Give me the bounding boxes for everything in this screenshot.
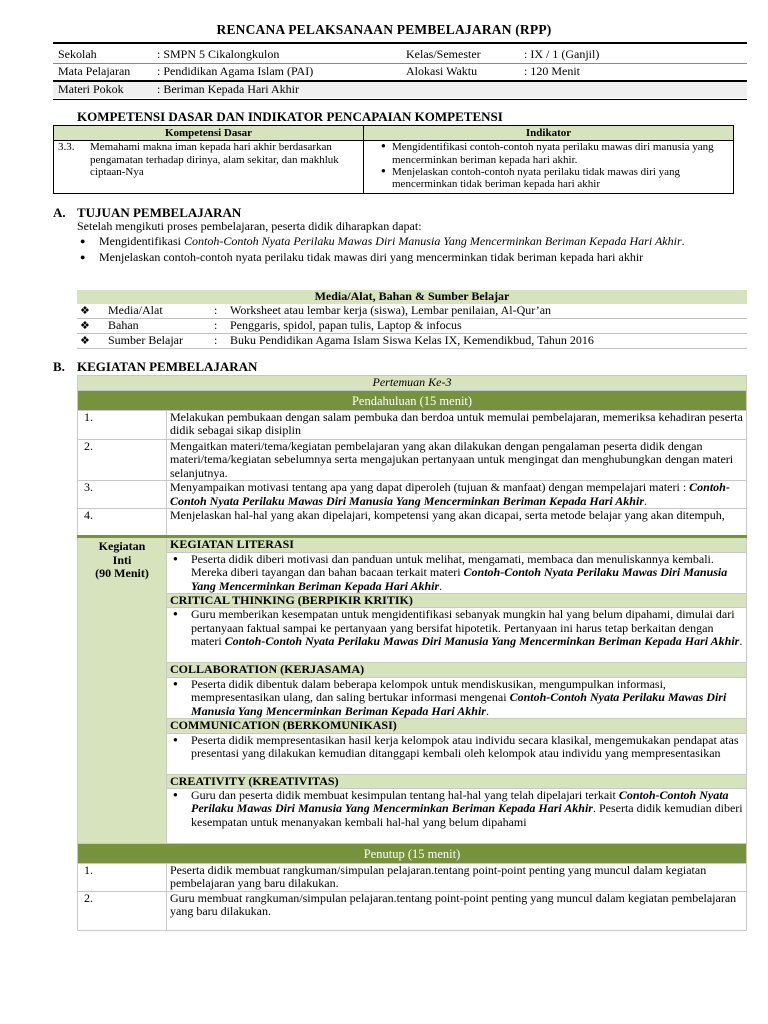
indikator-item: ● Mengidentifikasi contoh-contoh nyata perilaku mawas diri manusia yang mencerminkan beriman kepada hari akhir. [392, 141, 729, 166]
kegiatan-letter: B. [53, 359, 65, 374]
table-row: 2. Mengaitkan materi/tema/kegiatan pembelajaran yang akan dilakukan dengan pengalaman peserta didik dengan materi/tema/kegiatan sebelumnya serta mengajukan pertanyaan untuk mengingat dan menghubungkan dengan materi selanjutnya. [78, 440, 747, 481]
comm-heading: COMMUNICATION (BERKOMUNIKASI) [167, 719, 747, 733]
tujuan-letter: A. [53, 205, 66, 220]
kegiatan-heading: KEGIATAN PEMBELAJARAN [77, 359, 258, 374]
kegiatan-table [77, 375, 747, 931]
diamond-bullet-icon [77, 319, 105, 334]
bahan-value: Penggaris, spidol, papan tulis, Laptop & infocus [230, 318, 462, 332]
literasi-text: ● Peserta didik diberi motivasi dan panduan untuk melihat, mengamati, membaca dan menuliskannya kembali. Mereka diberi tayangan dan bahan bacaan terkait materi Contoh-Contoh Nyata Perilaku Mawas Diri Manusia Yang Mencerminkan Beriman Kepada Hari Akhir. [167, 552, 747, 593]
creat-heading: CREATIVITY (KREATIVITAS) [167, 774, 747, 788]
kd-number: 3.3. [58, 141, 75, 154]
materi-rule [53, 99, 747, 100]
tujuan-heading: TUJUAN PEMBELAJARAN [77, 205, 242, 220]
diamond-bullet-icon [77, 334, 105, 349]
sekolah-label: Sekolah [58, 47, 97, 61]
indikator-item: ● Menjelaskan contoh-contoh nyata perilaku tidak mawas diri yang mencerminkan tidak beriman kepada hari akhir [392, 166, 729, 191]
table-row: 1. Melakukan pembukaan dengan salam pembuka dan berdoa untuk memulai pembelajaran, memeriksa kehadiran peserta didik sebagai sikap disiplin [78, 411, 747, 440]
alokasi-label: Alokasi Waktu [406, 64, 478, 78]
sekolah-value: : SMPN 5 Cikalongkulon [157, 47, 280, 61]
kd-column-header: Kompetensi Dasar [54, 126, 364, 141]
tujuan-intro: Setelah mengikuti proses pembelajaran, peserta didik diharapkan dapat: [77, 219, 422, 233]
kelas-label: Kelas/Semester [406, 47, 481, 61]
pendahuluan-header: Pendahuluan (15 menit) [78, 391, 747, 411]
mapel-value: : Pendidikan Agama Islam (PAI) [157, 64, 314, 78]
kd-heading: KOMPETENSI DASAR DAN INDIKATOR PENCAPAIAN KOMPETENSI [77, 109, 503, 124]
tujuan-item: ● Menjelaskan contoh-contoh nyata perilaku tidak mawas diri yang mencerminkan tidak beriman kepada hari akhir [77, 251, 741, 264]
sumber-label: Sumber Belajar [108, 333, 183, 347]
media-colon: : [214, 318, 218, 332]
media-table [77, 290, 747, 349]
mapel-label: Mata Pelajaran [58, 64, 131, 78]
creat-text: ● Guru dan peserta didik membuat kesimpulan tentang hal-hal yang telah dipelajari terkait Contoh-Contoh Nyata Perilaku Mawas Diri Manusia Yang Mencerminkan Beriman Kepada Hari Akhir. Peserta didik kemudian diberi kesempatan untuk menanyakan kembali hal-hal yang belum dipahami [167, 789, 747, 844]
collab-text: ● Peserta didik dibentuk dalam beberapa kelompok untuk mendiskusikan, mengumpulkan informasi, mempresentasikan ulang, dan saling bertukar informasi mengenai Contoh-Contoh Nyata Perilaku Mawas Diri Manusia Yang Mencerminkan Beriman Kepada Hari Akhir. [167, 677, 747, 718]
title-rule [53, 42, 747, 44]
materi-label: Materi Pokok [58, 82, 124, 96]
diamond-bullet-icon [77, 304, 105, 319]
critical-text: ● Guru memberikan kesempatan untuk mengidentifikasi sebanyak mungkin hal yang belum dipahami, dimulai dari pertanyaan faktual sampai ke pertanyaan yang bersifat hipotetik. Pertanyaan ini harus tetap berkaitan dengan materi Contoh-Contoh Nyata Perilaku Mawas Diri Manusia Yang Mencerminkan Beriman Kepada Hari Akhir. [167, 608, 747, 663]
materi-value: : Beriman Kepada Hari Akhir [157, 82, 299, 96]
media-label: Media/Alat [108, 303, 163, 317]
literasi-heading: KEGIATAN LITERASI [167, 537, 747, 552]
sumber-value: Buku Pendidikan Agama Islam Siswa Kelas IX, Kemendikbud, Tahun 2016 [230, 333, 594, 347]
alokasi-value: : 120 Menit [524, 64, 580, 78]
media-value: Worksheet atau lembar kerja (siswa), Lembar penilaian, Al-Qur’an [230, 303, 552, 317]
table-row: 4. Menjelaskan hal-hal yang akan dipelajari, kompetensi yang akan dicapai, serta metode belajar yang akan ditempuh, [78, 509, 747, 537]
media-colon: : [214, 333, 218, 347]
tujuan-item: ● Mengidentifikasi Contoh-Contoh Nyata Perilaku Mawas Diri Manusia Yang Mencerminkan Beriman Kepada Hari Akhir. [77, 235, 741, 248]
tujuan-list [77, 235, 741, 265]
kelas-value: : IX / 1 (Ganjil) [524, 47, 600, 61]
table-row: 1. Peserta didik membuat rangkuman/simpulan pelajaran.tentang point-point penting yang muncul dalam kegiatan pembelajaran yang baru dilakukan. [78, 864, 747, 892]
bahan-label: Bahan [108, 318, 139, 332]
collab-heading: COLLABORATION (KERJASAMA) [167, 663, 747, 677]
penutup-header: Penutup (15 menit) [78, 844, 747, 864]
kd-text: Memahami makna iman kepada hari akhir berdasarkan pengamatan terhadap dirinya, alam sekitar, dan makhluk ciptaan-Nya [90, 141, 339, 178]
media-colon: : [214, 303, 218, 317]
pertemuan-header: Pertemuan Ke-3 [78, 376, 747, 391]
inti-label: Kegiatan Inti (90 Menit) [78, 537, 167, 844]
kd-table [53, 125, 734, 194]
media-heading: Media/Alat, Bahan & Sumber Belajar [77, 290, 747, 304]
critical-heading: CRITICAL THINKING (BERPIKIR KRITIK) [167, 593, 747, 607]
table-row: 3. Menyampaikan motivasi tentang apa yang dapat diperoleh (tujuan & manfaat) dengan mempelajari materi : Contoh-Contoh Nyata Perilaku Mawas Diri Manusia Yang Mencerminkan Beriman Kepada Hari Akhir. [78, 481, 747, 509]
document-title: RENCANA PELAKSANAAN PEMBELAJARAN (RPP) [216, 22, 552, 37]
table-row: 2. Guru membuat rangkuman/simpulan pelajaran.tentang point-point penting yang muncul dalam kegiatan pembelajaran yang baru dilakukan. [78, 891, 747, 930]
comm-text: ● Peserta didik mempresentasikan hasil kerja kelompok atau individu secara klasikal, mengemukakan pendapat atas presentasi yang dilakukan kemudian ditanggapi kembali oleh kelompok atau individu yang mempresentasikan [167, 733, 747, 774]
indikator-column-header: Indikator [364, 126, 734, 141]
